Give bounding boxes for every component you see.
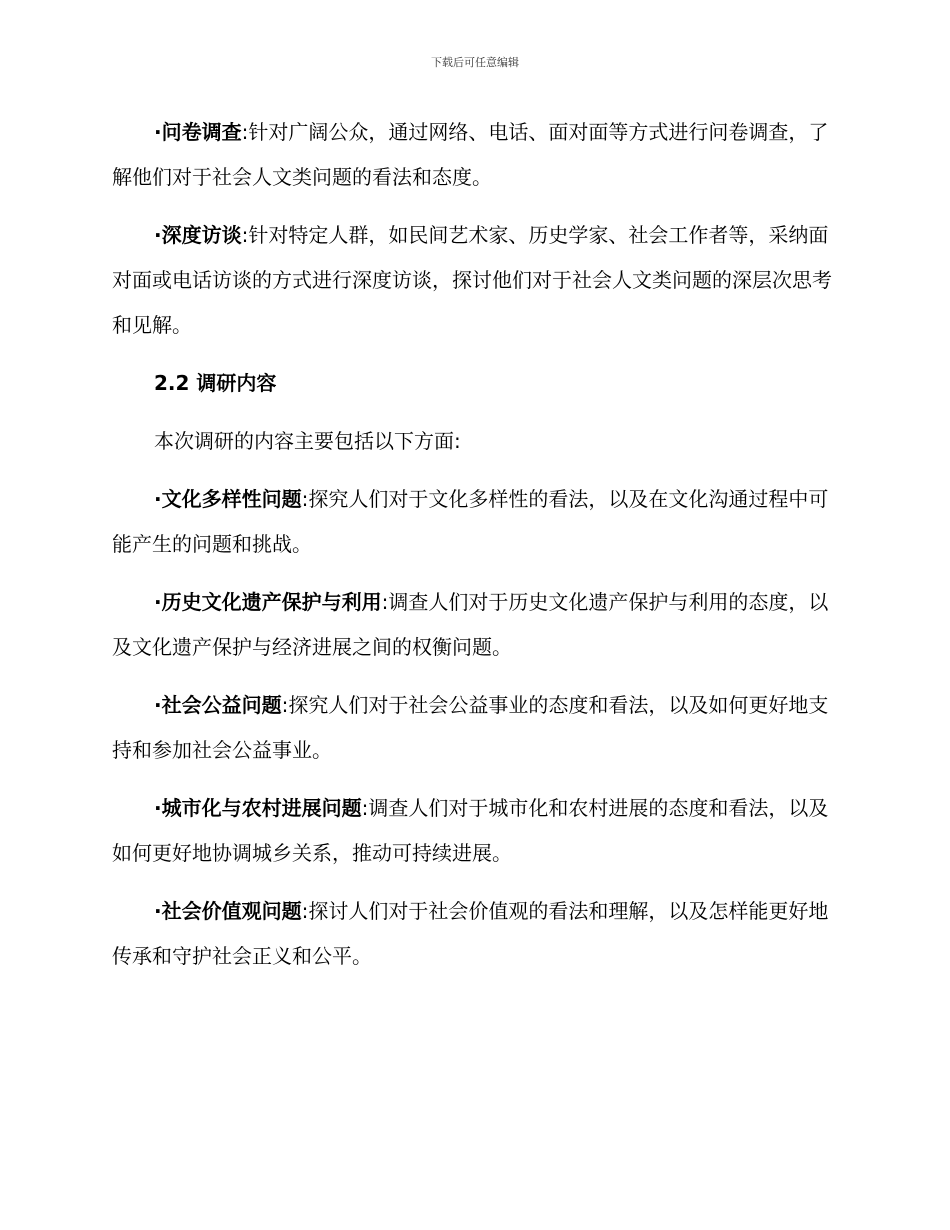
section-heading: 2.2 调研内容: [154, 371, 277, 395]
item-term: 历史文化遗产保护与利用: [161, 590, 382, 614]
item-term: 城市化与农村进展问题: [161, 796, 362, 820]
item-term: 社会价值观问题: [161, 899, 302, 923]
item-separator: :: [381, 590, 389, 614]
bullet-mark: ·: [154, 487, 162, 511]
bullet-mark: ·: [154, 899, 162, 923]
bullet-mark: ·: [154, 590, 162, 614]
bullet-mark: ·: [154, 223, 162, 247]
page-header: 下载后可任意编辑: [431, 56, 519, 69]
bullet-mark: ·: [154, 693, 162, 717]
bullet-mark: ·: [154, 796, 162, 820]
item-separator: :: [361, 796, 369, 820]
content-item-cultural-diversity: [112, 477, 832, 567]
bullet-mark: ·: [154, 120, 162, 144]
item-separator: :: [281, 693, 289, 717]
item-body: 探究人们对于社会公益事业的态度和看法，以及如何更好地支持和参加社会公益事业。: [112, 693, 829, 762]
item-term: 问卷调查: [161, 120, 242, 144]
item-separator: :: [241, 223, 249, 247]
content-item-heritage: [112, 580, 832, 670]
method-item-questionnaire: [112, 110, 832, 200]
content-item-public-welfare: [112, 683, 832, 773]
item-term: 社会公益问题: [161, 693, 282, 717]
item-body: 调查人们对于历史文化遗产保护与利用的态度，以及文化遗产保护与经济进展之间的权衡问题。: [112, 590, 829, 659]
item-body: 针对广阔公众，通过网络、电话、面对面等方式进行问卷调查，了解他们对于社会人文类问题的看法和态度。: [112, 120, 829, 189]
item-separator: :: [241, 120, 249, 144]
section-intro: 本次调研的内容主要包括以下方面:: [154, 429, 461, 453]
method-item-interview: [112, 213, 832, 348]
document-body: [112, 110, 832, 992]
item-separator: :: [301, 899, 309, 923]
item-body: 针对特定人群，如民间艺术家、历史学家、社会工作者等，采纳面对面或电话访谈的方式进行深度访谈，探讨他们对于社会人文类问题的深层次思考和见解。: [112, 223, 832, 337]
content-item-urbanization: [112, 786, 832, 876]
item-body: 调查人们对于城市化和农村进展的态度和看法，以及如何更好地协调城乡关系，推动可持续进展。: [112, 796, 829, 865]
item-body: 探究人们对于文化多样性的看法，以及在文化沟通过程中可能产生的问题和挑战。: [112, 487, 829, 556]
item-term: 深度访谈: [161, 223, 242, 247]
content-item-social-values: [112, 889, 832, 979]
item-separator: :: [301, 487, 309, 511]
item-term: 文化多样性问题: [161, 487, 302, 511]
item-body: 探讨人们对于社会价值观的看法和理解，以及怎样能更好地传承和守护社会正义和公平。: [112, 899, 829, 968]
